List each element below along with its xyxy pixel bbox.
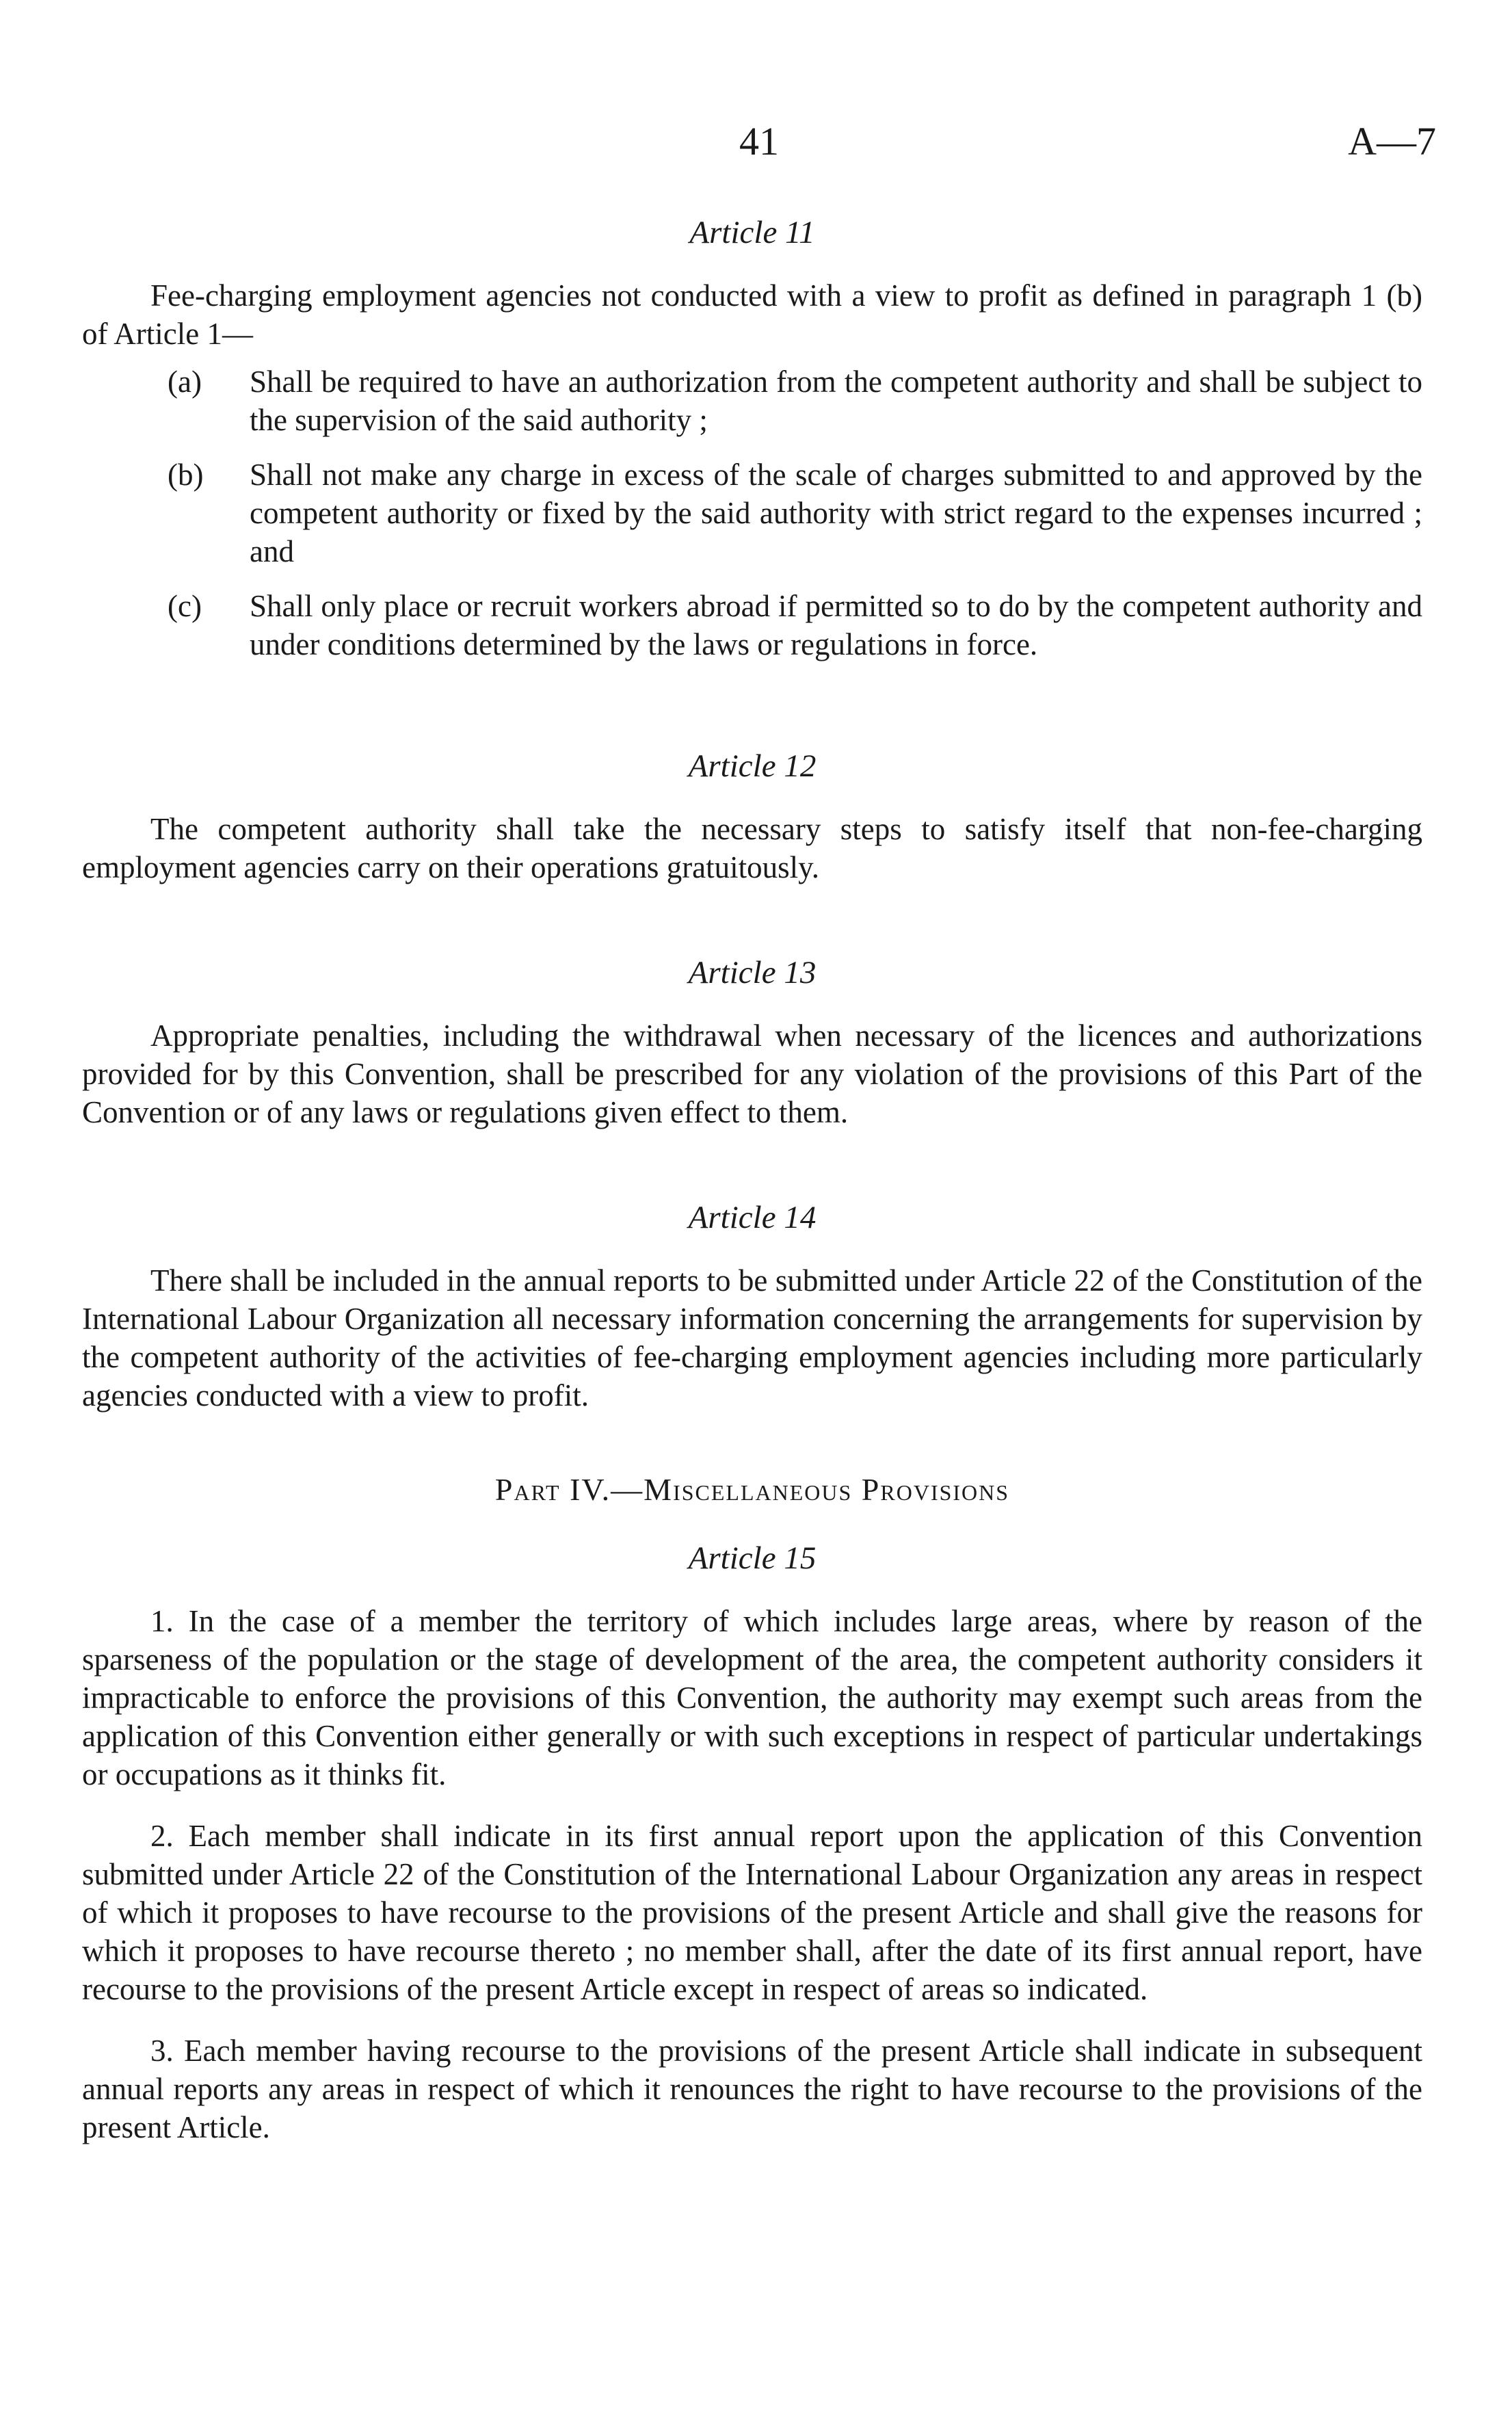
article-13-text: Appropriate penalties, including the withdrawal when necessary of the licences and authorizations provided for by this Convention, shall be prescribed for any violation of the provisions of this Part of the Convention or of any laws or regulations given effect to them.	[82, 1019, 1422, 1129]
item-text: Shall not make any charge in excess of the scale of charges submitted to and approved by the competent authority or fixed by the said authority with strict regard to the expenses incurred ; and	[250, 458, 1422, 568]
spacer	[82, 886, 1422, 952]
article-12-text: The competent authority shall take the necessary steps to satisfy itself that non-fee-charging employment agencies carry on their operations gratuitously.	[82, 812, 1422, 884]
article-11-item-c	[82, 587, 1422, 663]
article-12-heading: Article 12	[688, 748, 817, 784]
article-14-text: There shall be included in the annual reports to be submitted under Article 22 of the Constitution of the International Labour Organization all necessary information concerning the arrangements for supervision by the competent authority of the activities of fee-charging employment agencies including more particularly agencies conducted with a view to profit.	[82, 1263, 1422, 1412]
article-11-item-a	[82, 363, 1422, 439]
article-14-heading: Article 14	[688, 1200, 817, 1235]
item-marker: (c)	[168, 589, 202, 623]
page-content	[82, 212, 1422, 2170]
item-marker: (b)	[168, 458, 204, 492]
document-reference: A—7	[1348, 119, 1436, 163]
part-iv-title-text: Part IV.—Miscellaneous Provisions	[494, 1472, 1010, 1507]
article-15-paragraph-1: 1. In the case of a member the territory of which includes large areas, where by reason of the sparseness of the population or the stage of development of the area, the competent authority considers it impracticable to enforce the provisions of this Convention, the authority may exempt such areas from the application of this Convention either generally or with such exceptions in respect of particular undertakings or occupations as it thinks fit.	[82, 1604, 1422, 1791]
article-11-items	[82, 363, 1422, 663]
page-number: 41	[739, 119, 779, 163]
article-15-paragraph-2: 2. Each member shall indicate in its first annual report upon the application of this Convention submitted under Article 22 of the Constitution of the International Labour Organization any areas in respect of which it proposes to have recourse to the provisions of the present Article and shall give the reasons for which it proposes to have recourse thereto ; no member shall, after the date of its first annual report, have recourse to the provisions of the present Article except in respect of areas so indicated.	[82, 1819, 1422, 2006]
spacer	[82, 680, 1422, 746]
article-15-heading: Article 15	[688, 1540, 817, 1576]
item-text: Shall only place or recruit workers abroad if permitted so to do by the competent authority and under conditions determined by the laws or regulations in force.	[250, 589, 1422, 661]
article-11-intro: Fee-charging employment agencies not conducted with a view to profit as defined in paragraph 1 (b) of Article 1—	[82, 278, 1422, 351]
item-text: Shall be required to have an authorization from the competent authority and shall be subject to the supervision of the said authority ;	[250, 365, 1422, 437]
article-15-paragraph-3: 3. Each member having recourse to the provisions of the present Article shall indicate in subsequent annual reports any areas in respect of which it renounces the right to have recourse to the provisions of the present Article.	[82, 2034, 1422, 2144]
spacer	[82, 1131, 1422, 1197]
part-iv-title	[82, 1469, 1422, 1510]
item-marker: (a)	[168, 365, 202, 399]
article-11-item-b	[82, 456, 1422, 570]
article-11-heading: Article 11	[689, 215, 815, 250]
article-13-heading: Article 13	[688, 955, 817, 990]
